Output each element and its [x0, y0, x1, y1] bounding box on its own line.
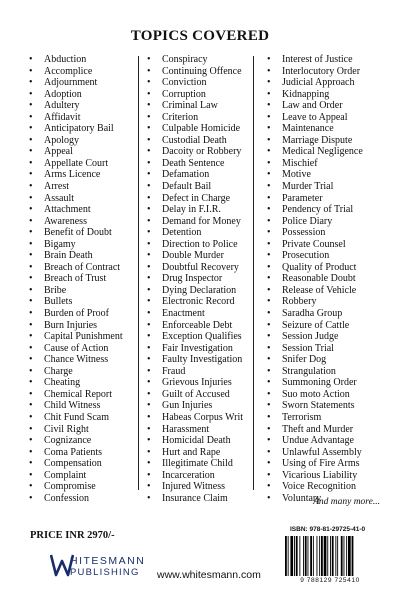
barcode-bar [324, 536, 327, 576]
website-url: www.whitesmann.com [157, 569, 261, 581]
topic-item: • Mischief [267, 158, 389, 170]
topic-item: • Sworn Statements [267, 400, 389, 412]
publisher-name: HITESMANN [70, 555, 146, 567]
topic-item: • Grievous Injuries [147, 377, 265, 389]
topic-item: • Hurt and Rape [147, 447, 265, 459]
topic-item: • Doubtful Recovery [147, 262, 265, 274]
topic-item: • Affidavit [29, 112, 137, 124]
page-title: TOPICS COVERED [130, 28, 270, 44]
isbn-label: ISBN: 978-81-29725-41-0 [290, 526, 366, 533]
barcode-bar [308, 536, 309, 576]
topic-item: • Marriage Dispute [267, 135, 389, 147]
and-many-more-note: And many more... [313, 497, 380, 507]
topic-item: • Saradha Group [267, 308, 389, 320]
topic-item: • Kidnapping [267, 89, 389, 101]
topic-item: • Brain Death [29, 250, 137, 262]
topic-item: • Homicidal Death [147, 435, 265, 447]
barcode-bar [327, 536, 328, 576]
barcode-bar [294, 536, 295, 576]
topic-item: • Conspiracy [147, 54, 265, 66]
topic-item: • Compromise [29, 481, 137, 493]
topic-item: • Harassment [147, 424, 265, 436]
topic-item: • Leave to Appeal [267, 112, 389, 124]
barcode-bar [321, 536, 323, 576]
topic-item: • Criterion [147, 112, 265, 124]
topic-item: • Bribe [29, 285, 137, 297]
barcode-bar [332, 536, 334, 576]
barcode-bar [319, 536, 320, 576]
topic-item: • Cheating [29, 377, 137, 389]
topic-item: • Burden of Proof [29, 308, 137, 320]
topic-item: • Chit Fund Scam [29, 412, 137, 424]
topic-item: • Quality of Product [267, 262, 389, 274]
topic-item: • Breach of Trust [29, 273, 137, 285]
topic-item: • Accomplice [29, 66, 137, 78]
topic-item: • Session Trial [267, 343, 389, 355]
barcode-bar [341, 536, 343, 576]
topic-item: • Habeas Corpus Writ [147, 412, 265, 424]
barcode-bar [299, 536, 300, 576]
topic-item: • Bullets [29, 296, 137, 308]
topic-item: • Dying Declaration [147, 285, 265, 297]
topic-item: • Complaint [29, 470, 137, 482]
topic-item: • Corruption [147, 89, 265, 101]
barcode-bar [290, 536, 293, 576]
topic-item: • Child Witness [29, 400, 137, 412]
topic-item: • Confession [29, 493, 137, 505]
topic-item: • Private Counsel [267, 239, 389, 251]
topic-item: • Cognizance [29, 435, 137, 447]
topic-item: • Fraud [147, 366, 265, 378]
publisher-logo [50, 551, 146, 581]
topic-item: • Undue Advantage [267, 435, 389, 447]
barcode-bar [296, 536, 298, 576]
barcode-bar [288, 536, 289, 576]
topic-item: • Charge [29, 366, 137, 378]
topic-item: • Arms Licence [29, 169, 137, 181]
topic-item: • Custodial Death [147, 135, 265, 147]
barcode-bar [346, 536, 347, 576]
barcode-bar [337, 536, 338, 576]
topic-item: • Robbery [267, 296, 389, 308]
topic-item: • Apology [29, 135, 137, 147]
topic-item: • Police Diary [267, 216, 389, 228]
topic-item: • Strangulation [267, 366, 389, 378]
topic-item: • Motive [267, 169, 389, 181]
barcode-icon [284, 536, 376, 576]
topic-item: • Conviction [147, 77, 265, 89]
topic-item: • Adoption [29, 89, 137, 101]
topic-item: • Illegitimate Child [147, 458, 265, 470]
topic-item: • Release of Vehicle [267, 285, 389, 297]
topic-item: • Using of Fire Arms [267, 458, 389, 470]
topic-item: • Direction to Police [147, 239, 265, 251]
topic-item: • Pendency of Trial [267, 204, 389, 216]
topic-item: • Fair Investigation [147, 343, 265, 355]
topic-item: • Criminal Law [147, 100, 265, 112]
topic-item: • Faulty Investigation [147, 354, 265, 366]
topic-item: • Judicial Approach [267, 77, 389, 89]
topic-item: • Defamation [147, 169, 265, 181]
topic-item: • Civil Right [29, 424, 137, 436]
topic-item: • Adjournment [29, 77, 137, 89]
topic-item: • Defect in Charge [147, 193, 265, 205]
topic-item: • Interest of Justice [267, 54, 389, 66]
topic-item: • Benefit of Doubt [29, 227, 137, 239]
barcode-bar [285, 536, 287, 576]
barcode-bar [335, 536, 336, 576]
topic-item: • Detention [147, 227, 265, 239]
barcode-bar [310, 536, 312, 576]
topic-item: • Cause of Action [29, 343, 137, 355]
topic-item: • Burn Injuries [29, 320, 137, 332]
topic-item: • Chemical Report [29, 389, 137, 401]
topic-item: • Injured Witness [147, 481, 265, 493]
barcode-number: 9 788129 725410 [300, 577, 360, 584]
topic-item: • Awareness [29, 216, 137, 228]
topics-column-3 [267, 54, 389, 504]
topic-item: • Murder Trial [267, 181, 389, 193]
topic-item: • Anticipatory Bail [29, 123, 137, 135]
topic-item: • Dacoity or Robbery [147, 146, 265, 158]
topic-item: • Incarceration [147, 470, 265, 482]
topic-item: • Interlocutory Order [267, 66, 389, 78]
barcode-bar [305, 536, 307, 576]
topic-item: • Reasonable Doubt [267, 273, 389, 285]
topic-item: • Enforceable Debt [147, 320, 265, 332]
topic-item: • Suo moto Action [267, 389, 389, 401]
topic-item: • Drug Inspector [147, 273, 265, 285]
topic-item: • Maintenance [267, 123, 389, 135]
publisher-subtitle: PUBLISHING [70, 567, 140, 578]
topic-item: • Exception Qualifies [147, 331, 265, 343]
topic-item: • Terrorism [267, 412, 389, 424]
topic-item: • Seizure of Cattle [267, 320, 389, 332]
topic-item: • Chance Witness [29, 354, 137, 366]
topic-item: • Prosecution [267, 250, 389, 262]
price-label: PRICE INR 2970/- [30, 530, 115, 541]
barcode-bar [344, 536, 345, 576]
isbn-barcode-block [282, 526, 378, 586]
topic-item: • Enactment [147, 308, 265, 320]
topic-item: • Vicarious Liability [267, 470, 389, 482]
topic-item: • Delay in F.I.R. [147, 204, 265, 216]
topic-item: • Unlawful Assembly [267, 447, 389, 459]
topic-item: • Voluntary [267, 493, 389, 505]
topic-item: • Capital Punishment [29, 331, 137, 343]
topic-item: • Demand for Money [147, 216, 265, 228]
topic-item: • Death Sentence [147, 158, 265, 170]
topic-item: • Snifer Dog [267, 354, 389, 366]
barcode-bar [313, 536, 314, 576]
topic-item: • Voice Recognition [267, 481, 389, 493]
topic-item: • Compensation [29, 458, 137, 470]
topic-item: • Theft and Murder [267, 424, 389, 436]
topic-item: • Abduction [29, 54, 137, 66]
topic-item: • Parameter [267, 193, 389, 205]
topic-item: • Adultery [29, 100, 137, 112]
topic-item: • Coma Patients [29, 447, 137, 459]
topics-column-1 [29, 54, 137, 504]
topic-item: • Bigamy [29, 239, 137, 251]
barcode-bar [348, 536, 351, 576]
barcode-bar [317, 536, 318, 576]
topic-item: • Electronic Record [147, 296, 265, 308]
topic-item: • Breach of Contract [29, 262, 137, 274]
topic-item: • Appellate Court [29, 158, 137, 170]
topic-item: • Assault [29, 193, 137, 205]
topics-column-2 [147, 54, 265, 504]
topic-item: • Attachment [29, 204, 137, 216]
topic-item: • Gun Injuries [147, 400, 265, 412]
topic-item: • Possession [267, 227, 389, 239]
topic-item: • Arrest [29, 181, 137, 193]
topic-item: • Summoning Order [267, 377, 389, 389]
barcode-bar [303, 536, 304, 576]
topic-item: • Guilt of Accused [147, 389, 265, 401]
topic-item: • Insurance Claim [147, 493, 265, 505]
topic-item: • Continuing Offence [147, 66, 265, 78]
topic-item: • Culpable Homicide [147, 123, 265, 135]
topic-item: • Medical Negligence [267, 146, 389, 158]
topic-item: • Session Judge [267, 331, 389, 343]
topic-item: • Appeal [29, 146, 137, 158]
barcode-bar [352, 536, 354, 576]
topic-item: • Default Bail [147, 181, 265, 193]
topic-item: • Double Murder [147, 250, 265, 262]
topic-item: • Law and Order [267, 100, 389, 112]
barcode-bar [330, 536, 331, 576]
